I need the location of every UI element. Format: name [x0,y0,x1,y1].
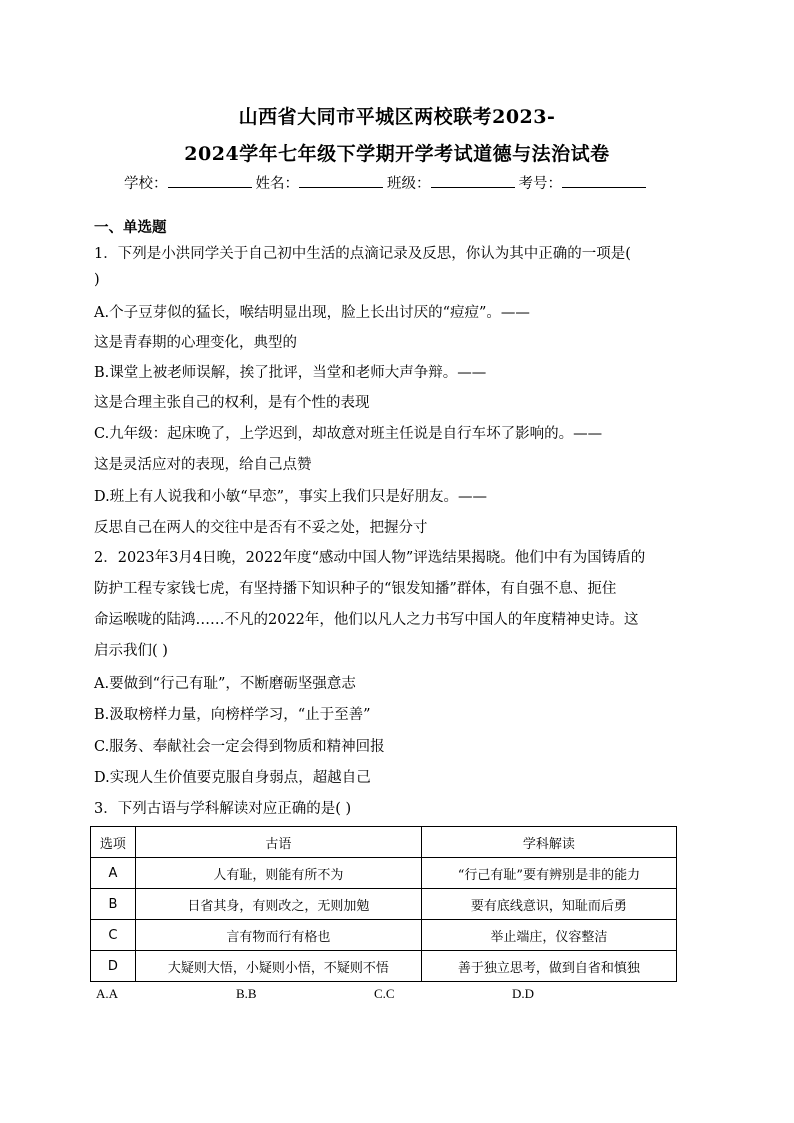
table-cell-interpretation: 要有底线意识，知耻而后勇 [421,889,676,920]
question-1-option-b-cont: 这是合理主张自己的权利，是有个性的表现 [94,395,370,411]
name-label: 姓名： [255,176,299,192]
exam-title-line-2: 2024学年七年级下学期开学考试道德与法治试卷 [184,143,610,165]
answer-option-d: D.D [512,986,535,1001]
question-2-option-a: A.要做到“行己有耻”，不断磨砺坚强意志 [94,676,356,692]
table-header-ancient-saying: 古语 [135,827,421,858]
table-row [91,920,677,951]
question-1-option-c-cont: 这是灵活应对的表现，给自己点赞 [94,457,312,473]
question-2-option-d: D.实现人生价值要克服自身弱点，超越自己 [94,770,371,786]
answer-option-a: A.A [96,986,119,1001]
question-1-option-b: B.课堂上被老师误解，挨了批评，当堂和老师大声争辩。—— [94,365,487,381]
table-cell-saying: 大疑则大悟，小疑则小悟，不疑则不悟 [135,951,421,982]
table-row [91,951,677,982]
question-2-stem-cont-1: 防护工程专家钱七虎，有坚持播下知识种子的“银发知播”群体，有自强不息、扼住 [94,581,617,597]
class-blank[interactable] [431,171,515,188]
table-row [91,889,677,920]
question-3-stem: 3．下列古语与学科解读对应正确的是( ) [94,801,352,817]
school-blank[interactable] [168,171,252,188]
exam-number-label: 考号： [518,176,562,192]
question-2-stem-cont-2: 命运喉咙的陆鸿……不凡的2022年，他们以凡人之力书写中国人的年度精神史诗。这 [94,612,639,628]
table-cell-interpretation: 举止端庄，仪容整洁 [421,920,676,951]
table-cell-option: C [91,920,136,951]
exam-title-line-1: 山西省大同市平城区两校联考2023- [238,106,556,128]
table-cell-saying: 人有耻，则能有所不为 [135,858,421,889]
table-cell-interpretation: 善于独立思考，做到自省和慎独 [421,951,676,982]
table-cell-saying: 言有物而行有格也 [135,920,421,951]
answer-option-b: B.B [236,986,257,1001]
question-1-option-d-cont: 反思自己在两人的交往中是否有不妥之处，把握分寸 [94,520,428,536]
table-cell-option: A [91,858,136,889]
table-header-interpretation: 学科解读 [421,827,676,858]
question-2-option-c: C.服务、奉献社会一定会得到物质和精神回报 [94,739,385,755]
table-row [91,858,677,889]
school-label: 学校： [124,176,168,192]
table-cell-interpretation: “行己有耻”要有辨别是非的能力 [421,858,676,889]
question-2-stem: 2．2023年3月4日晚，2022年度“感动中国人物”评选结果揭晓。他们中有为国铸盾的 [94,550,646,566]
question-1-option-c: C.九年级：起床晚了，上学迟到，却故意对班主任说是自行车坏了影响的。—— [94,426,603,442]
question-2-option-b: B.汲取榜样力量，向榜样学习，“止于至善” [94,707,371,723]
answer-option-c: C.C [374,986,395,1001]
exam-number-blank[interactable] [562,171,646,188]
question-1-option-a-cont: 这是青春期的心理变化，典型的 [94,335,297,351]
student-info-row [124,171,650,193]
table-cell-saying: 日省其身，有则改之，无则加勉 [135,889,421,920]
question-2-stem-cont-3: 启示我们( ) [94,643,168,659]
question-1-stem-end: ) [94,272,100,288]
table-header-option: 选项 [91,827,136,858]
section-title: 一、单选题 [94,219,167,236]
question-1-option-a: A.个子豆芽似的猛长，喉结明显出现，脸上长出讨厌的“痘痘”。—— [94,305,530,321]
question-3-table [90,826,677,982]
name-blank[interactable] [299,171,383,188]
table-cell-option: B [91,889,136,920]
table-header-row [91,827,677,858]
question-1-option-d: D.班上有人说我和小敏“早恋”，事实上我们只是好朋友。—— [94,489,488,505]
class-label: 班级： [387,176,431,192]
question-1-stem: 1．下列是小洪同学关于自己初中生活的点滴记录及反思，你认为其中正确的一项是( [94,246,631,262]
table-cell-option: D [91,951,136,982]
